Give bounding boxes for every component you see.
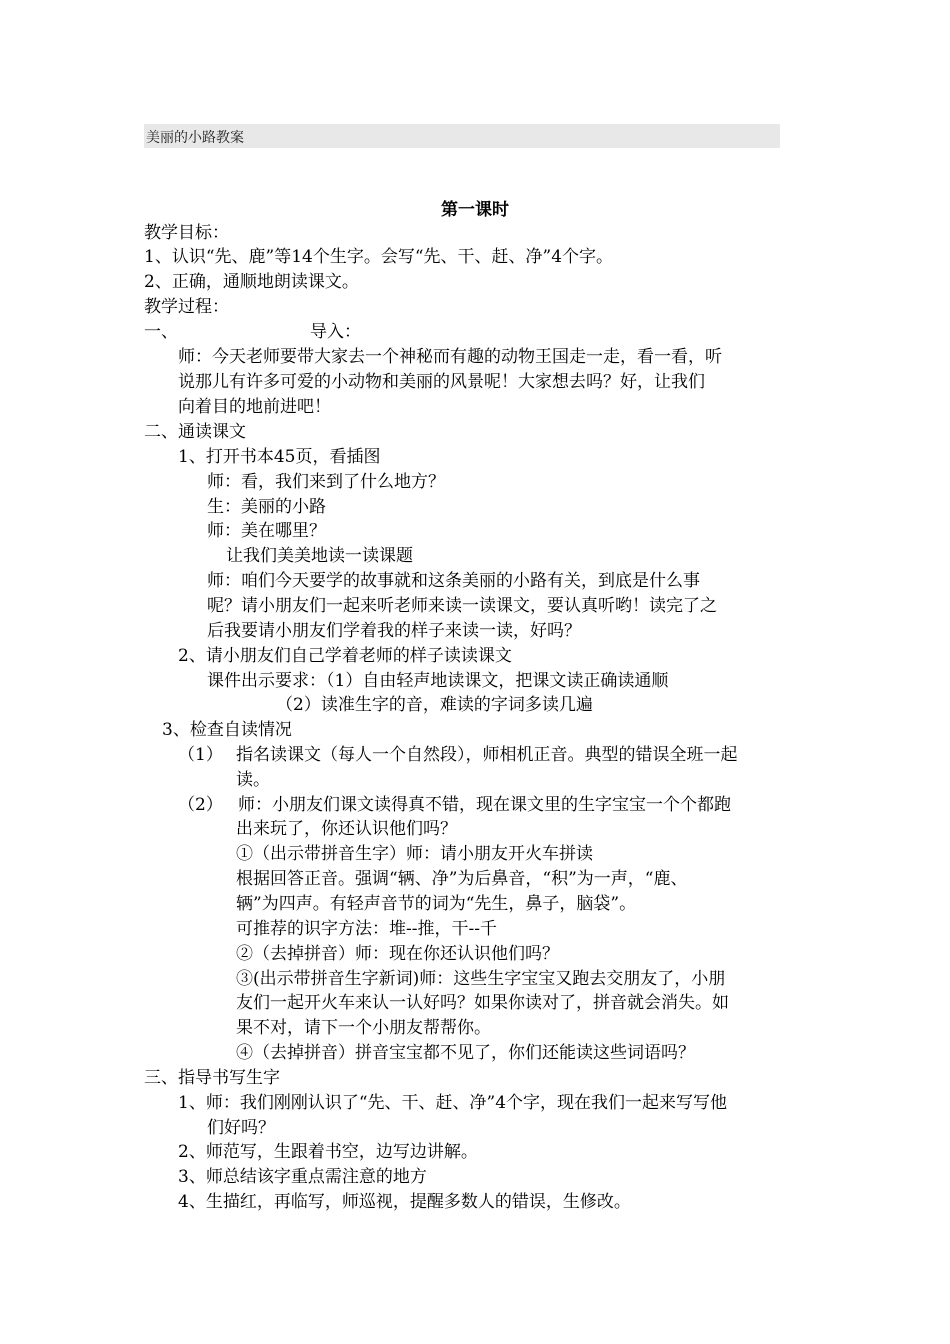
dialogue-line: 呢？请小朋友们一起来听老师来读一读课文，要认真听哟！读完了之 [207,596,717,616]
sub-item-line: 出来玩了，你还认识他们吗？ [236,819,457,839]
section1-title: 导入： [310,322,361,342]
step-item: 3、检查自读情况 [162,720,292,740]
lesson-title: 第一课时 [441,200,509,220]
goal-item: 1、认识“先、鹿”等14个生字。会写“先、干、赶、净”4个字。 [144,247,614,267]
section2-title: 二、通读课文 [144,422,246,442]
step-item: 1、打开书本45页，看插图 [178,447,381,467]
requirement-line: 课件出示要求：（1）自由轻声地读课文，把课文读正确读通顺 [207,671,669,691]
section1-number: 一、 [144,322,178,342]
dialogue-line: 师：看，我们来到了什么地方？ [207,472,445,492]
dialogue-line: 师：美在哪里？ [207,521,326,541]
writing-step: 3、师总结该字重点需注意的地方 [178,1167,427,1187]
sub-item-line: ①（出示带拼音生字）师：请小朋友开火车拼读 [236,844,593,864]
writing-step: 1、师：我们刚刚认识了“先、干、赶、净”4个字，现在我们一起来写写他 [178,1093,728,1113]
sub-item-line: ③(出示带拼音生字新词)师：这些生字宝宝又跑去交朋友了，小朋 [236,969,726,989]
paragraph-line: 向着目的地前进吧！ [178,397,331,417]
sub-item-line: 果不对，请下一个小朋友帮帮你。 [236,1018,491,1038]
sub-item-line: 指名读课文（每人一个自然段），师相机正音。典型的错误全班一起 [236,745,738,765]
paragraph-line: 说那儿有许多可爱的小动物和美丽的风景呢！大家想去吗？好，让我们 [178,372,705,392]
document-header [144,124,780,148]
sub-item-number: （1） [178,745,223,765]
sub-item-line: 可推荐的识字方法：堆--推，干--千 [236,919,497,939]
sub-item-number: （2） [178,795,223,815]
dialogue-line: 师：咱们今天要学的故事就和这条美丽的小路有关，到底是什么事 [207,571,700,591]
writing-step: 们好吗？ [207,1118,275,1138]
step-item: 2、请小朋友们自己学着老师的样子读读课文 [178,646,512,666]
sub-item-line: ④（去掉拼音）拼音宝宝都不见了，你们还能读这些词语吗？ [236,1043,695,1063]
goals-heading: 教学目标： [144,223,229,243]
sub-item-line: 师：小朋友们课文读得真不错，现在课文里的生字宝宝一个个都跑 [238,795,731,815]
writing-step: 4、生描红，再临写，师巡视，提醒多数人的错误，生修改。 [178,1192,631,1212]
sub-item-line: 根据回答正音。强调“辆、净”为后鼻音，“积”为一声，“鹿、 [236,869,688,889]
document-title: 美丽的小路教案 [146,130,244,146]
sub-item-line: 友们一起开火车来认一认好吗？如果你读对了，拼音就会消失。如 [236,993,729,1013]
sub-item-line: ②（去掉拼音）师：现在你还认识他们吗？ [236,944,559,964]
writing-step: 2、师范写，生跟着书空，边写边讲解。 [178,1142,478,1162]
dialogue-line: 生：美丽的小路 [207,497,326,517]
sub-item-line: 辆”为四声。有轻声音节的词为“先生，鼻子，脑袋”。 [236,894,637,914]
dialogue-line: 后我要请小朋友们学着我的样子来读一读，好吗？ [207,621,581,641]
goal-item: 2、正确，通顺地朗读课文。 [144,272,359,292]
sub-item-line: 读。 [236,770,270,790]
section3-title: 三、指导书写生字 [144,1068,280,1088]
dialogue-line: 让我们美美地读一读课题 [226,546,413,566]
process-heading: 教学过程： [144,297,229,317]
requirement-line: （2）读准生字的音，难读的字词多读几遍 [276,695,593,715]
paragraph-line: 师：今天老师要带大家去一个神秘而有趣的动物王国走一走，看一看，听 [178,347,722,367]
